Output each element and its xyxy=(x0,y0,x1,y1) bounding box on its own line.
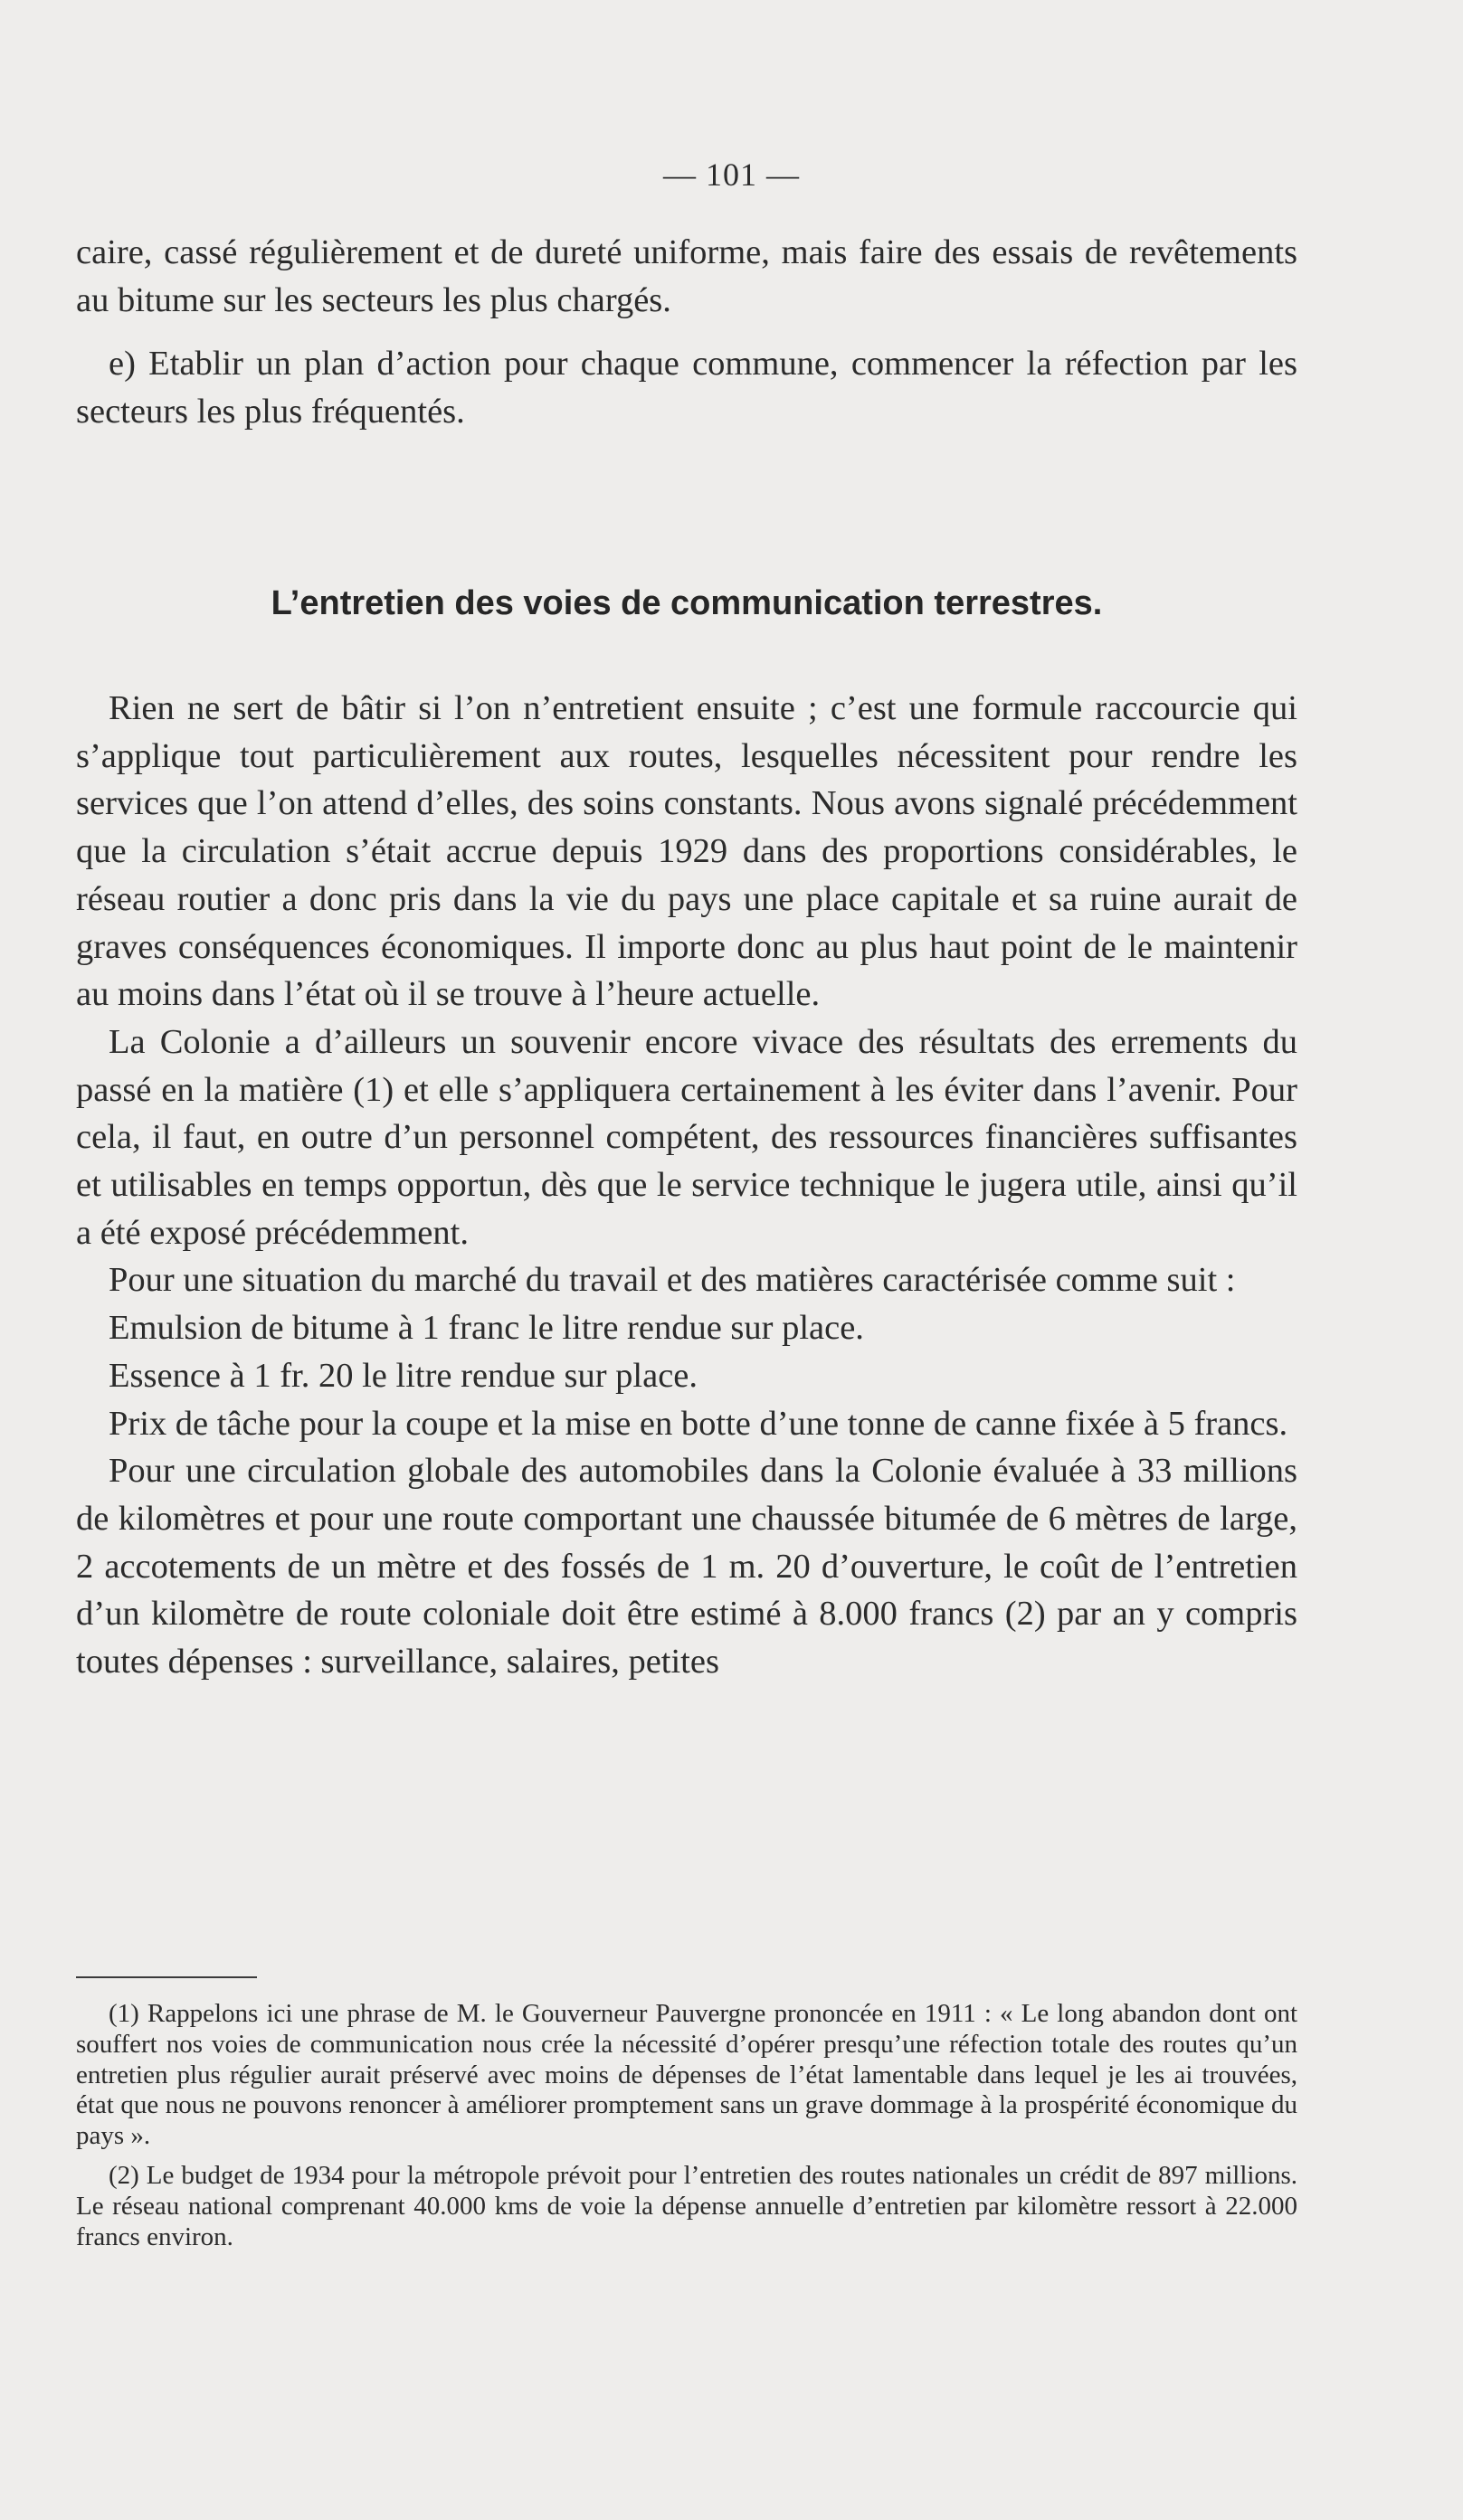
section-body xyxy=(76,685,1297,1686)
paragraph: Essence à 1 fr. 20 le litre rendue sur place. xyxy=(109,1356,698,1395)
footnotes xyxy=(76,1999,1297,2261)
paragraph: Prix de tâche pour la coupe et la mise en botte d’une tonne de canne fixée à 5 francs. xyxy=(109,1404,1288,1443)
page-number: — 101 — xyxy=(663,156,800,193)
footnote-2: (2) Le budget de 1934 pour la métropole prévoit pour l’entretien des routes nationales un crédit de 897 millions. Le réseau national comprenant 40.000 kms de voie la dépense annuelle d’entretien par kilomètre ressort à 22.000 francs environ. xyxy=(76,2160,1297,2251)
paragraph: e) Etablir un plan d’action pour chaque commune, commencer la réfection par les secteurs les plus fréquentés. xyxy=(76,345,1297,431)
paragraph: Pour une circulation globale des automobiles dans la Colonie évaluée à 33 millions de kilomètres et pour une route comportant une chaussée bitumée de 6 mètres de large, 2 accotements de un mètre et des fossés de 1 m. 20 d’ouverture, le coût de l’entretien d’un kilomètre de route coloniale doit être estimé à 8.000 francs (2) par an y compris toutes dépenses : surveillance, salaires, petites xyxy=(76,1452,1297,1682)
footnote-1: (1) Rappelons ici une phrase de M. le Gouverneur Pauvergne prononcée en 1911 : « Le long abandon dont ont souffert nos voies de communication nous crée la nécessité d’opérer presqu’une réfection totale des routes qu’un entretien plus régulier aurait préservé avec moins de dépenses de l’état lamentable dans lequel je les ai trouvées, état que nous ne pouvons renoncer à améliorer promptement sans un grave dommage à la prospérité économique du pays ». xyxy=(76,1999,1297,2151)
section-heading: L’entretien des voies de communication terrestres. xyxy=(271,584,1103,622)
footnote-divider xyxy=(76,1976,257,1978)
paragraph: Pour une situation du marché du travail et des matières caractérisée comme suit : xyxy=(109,1261,1236,1300)
paragraph: Emulsion de bitume à 1 franc le litre rendue sur place. xyxy=(109,1309,864,1348)
intro-text xyxy=(76,229,1297,436)
paragraph: Rien ne sert de bâtir si l’on n’entretient ensuite ; c’est une formule raccourcie qui s’applique tout particulièrement aux routes, lesquelles nécessitent pour rendre les services que l’on attend d’elles, des soins constants. Nous avons signalé précédemment que la circulation s’était accrue depuis 1929 dans des proportions considérables, le réseau routier a donc pris dans la vie du pays une place capitale et sa ruine aurait de graves conséquences économiques. Il importe donc au plus haut point de le maintenir au moins dans l’état où il se trouve à l’heure actuelle. xyxy=(76,689,1297,1014)
paragraph: caire, cassé régulièrement et de dureté uniforme, mais faire des essais de revêtements au bitume sur les secteurs les plus chargés. xyxy=(76,233,1297,319)
paragraph: La Colonie a d’ailleurs un souvenir encore vivace des résultats des errements du passé en la matière (1) et elle s’appliquera certainement à les éviter dans l’avenir. Pour cela, il faut, en outre d’un personnel compétent, des ressources financières suffisantes et utilisables en temps opportun, dès que le service technique le jugera utile, ainsi qu’il a été exposé précédemment. xyxy=(76,1022,1297,1252)
